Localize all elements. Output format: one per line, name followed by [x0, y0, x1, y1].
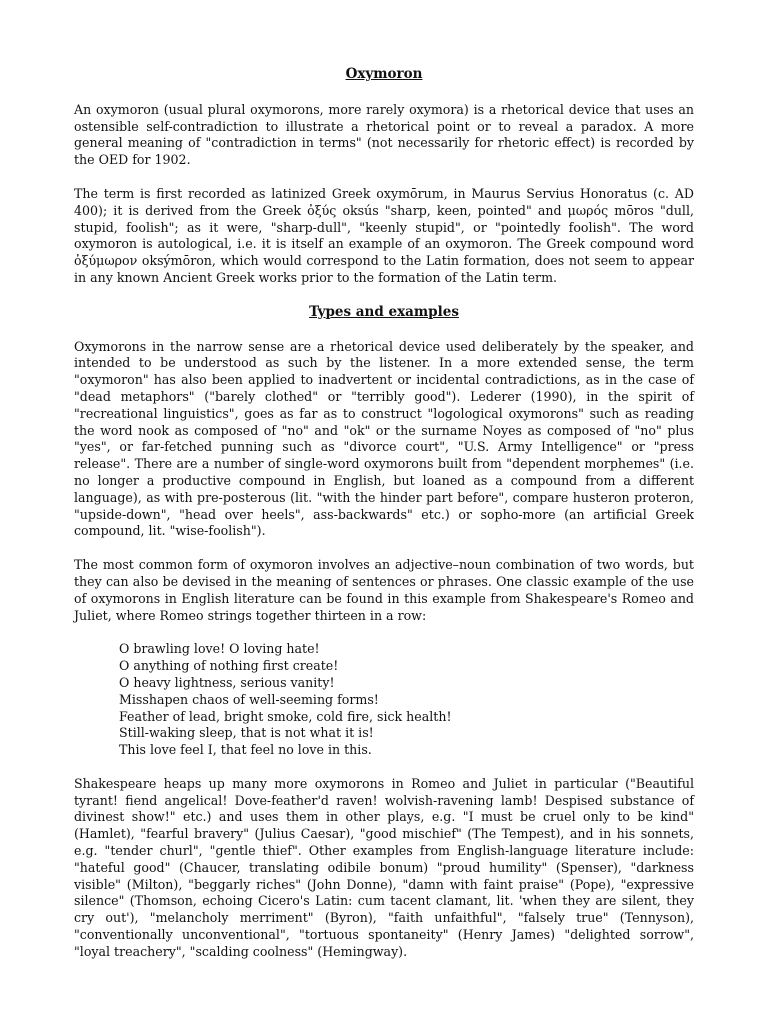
poem-line: Feather of lead, bright smoke, cold fire, sick health! [119, 708, 452, 724]
types-paragraph-common-form: The most common form of oxymoron involves an adjective–noun combination of two words, but they can also be devised in the meaning of sentences or phrases. One classic example of the use of oxymorons in English literature can be found in this example from Shakespeare's Romeo and Juliet, where Romeo strings together thirteen in a row: [74, 557, 694, 623]
poem-line: Still-waking sleep, that is not what it is! [119, 725, 374, 741]
shakespeare-paragraph: Shakespeare heaps up many more oxymorons in Romeo and Juliet in particular ("Beautiful tyrant! fiend angelical! Dove-feather'd raven! wolvish-ravening lamb! Despised substance of divinest show!" etc.) and uses them in other plays, e.g. "I must be cruel only to be kind" (Hamlet), "fearful bravery" (Julius Caesar), "good mischief" (The Tempest), and in his sonnets, e.g. "tender churl", "gentle thief". Other examples from English-language literature include: "hateful good" (Chaucer, translating odibile bonum) "proud humility" (Spenser), "darkness visible" (Milton), "beggarly riches" (John Donne), "damn with faint praise" (Pope), "expressive silence" (Thomson, echoing Cicero's Latin: cum tacent clamant, lit. 'when they are silent, they cry out'), "melancholy merriment" (Byron), "faith unfaithful", "falsely true" (Tennyson), "conventionally unconventional", "tortuous spontaneity" (Henry James) "delighted sorrow", "loyal treachery", "scalding coolness" (Hemingway). [74, 775, 694, 959]
poem-line: O heavy lightness, serious vanity! [119, 674, 335, 690]
section-heading-types: Types and examples [309, 303, 459, 320]
poem-quote [119, 641, 694, 759]
document-body [74, 66, 694, 961]
poem-line: O brawling love! O loving hate! [119, 641, 320, 657]
types-paragraph-narrow-sense: Oxymorons in the narrow sense are a rhetorical device used deliberately by the speaker, and intended to be understood as such by the listener. In a more extended sense, the term "oxymoron" has also been applied to inadvertent or incidental contradictions, as in the case of "dead metaphors" ("barely clothed" or "terribly good"). Lederer (1990), in the spirit of "recreational linguistics", goes as far as to construct "logological oxymorons" such as reading the word nook as composed of "no" and "ok" or the surname Noyes as composed of "no" plus "yes", or far-fetched punning such as "divorce court", "U.S. Army Intelligence" or "press release". There are a number of single-word oxymorons built from "dependent morphemes" (i.e. no longer a productive compound in English, but loaned as a compound from a different language), as with pre-posterous (lit. "with the hinder part before", compare husteron proteron, "upside-down", "head over heels", ass-backwards" etc.) or sopho-more (an artificial Greek compound, lit. "wise-foolish"). [74, 338, 694, 539]
poem-line: O anything of nothing first create! [119, 658, 339, 674]
intro-paragraph-etymology: The term is first recorded as latinized Greek oxymōrum, in Maurus Servius Honoratus (c. AD 400); it is derived from the Greek ὀξύς oksús "sharp, keen, pointed" and μωρός mōros "dull, stupid, foolish"; as it were, "sharp-dull", "keenly stupid", or "pointedly foolish". The word oxymoron is autological, i.e. it is itself an example of an oxymoron. The Greek compound word ὀξύμωρον oksýmōron, which would correspond to the Latin formation, does not seem to appear in any known Ancient Greek works prior to the formation of the Latin term. [74, 185, 694, 285]
poem-line: Misshapen chaos of well-seeming forms! [119, 691, 379, 707]
intro-paragraph-definition: An oxymoron (usual plural oxymorons, more rarely oxymora) is a rhetorical device that uses an ostensible self-contradiction to illustrate a rhetorical point or to reveal a paradox. A more general meaning of "contradiction in terms" (not necessarily for rhetoric effect) is recorded by the OED for 1902. [74, 101, 694, 168]
page-title: Oxymoron [345, 66, 423, 82]
poem-line: This love feel I, that feel no love in this. [119, 742, 372, 758]
